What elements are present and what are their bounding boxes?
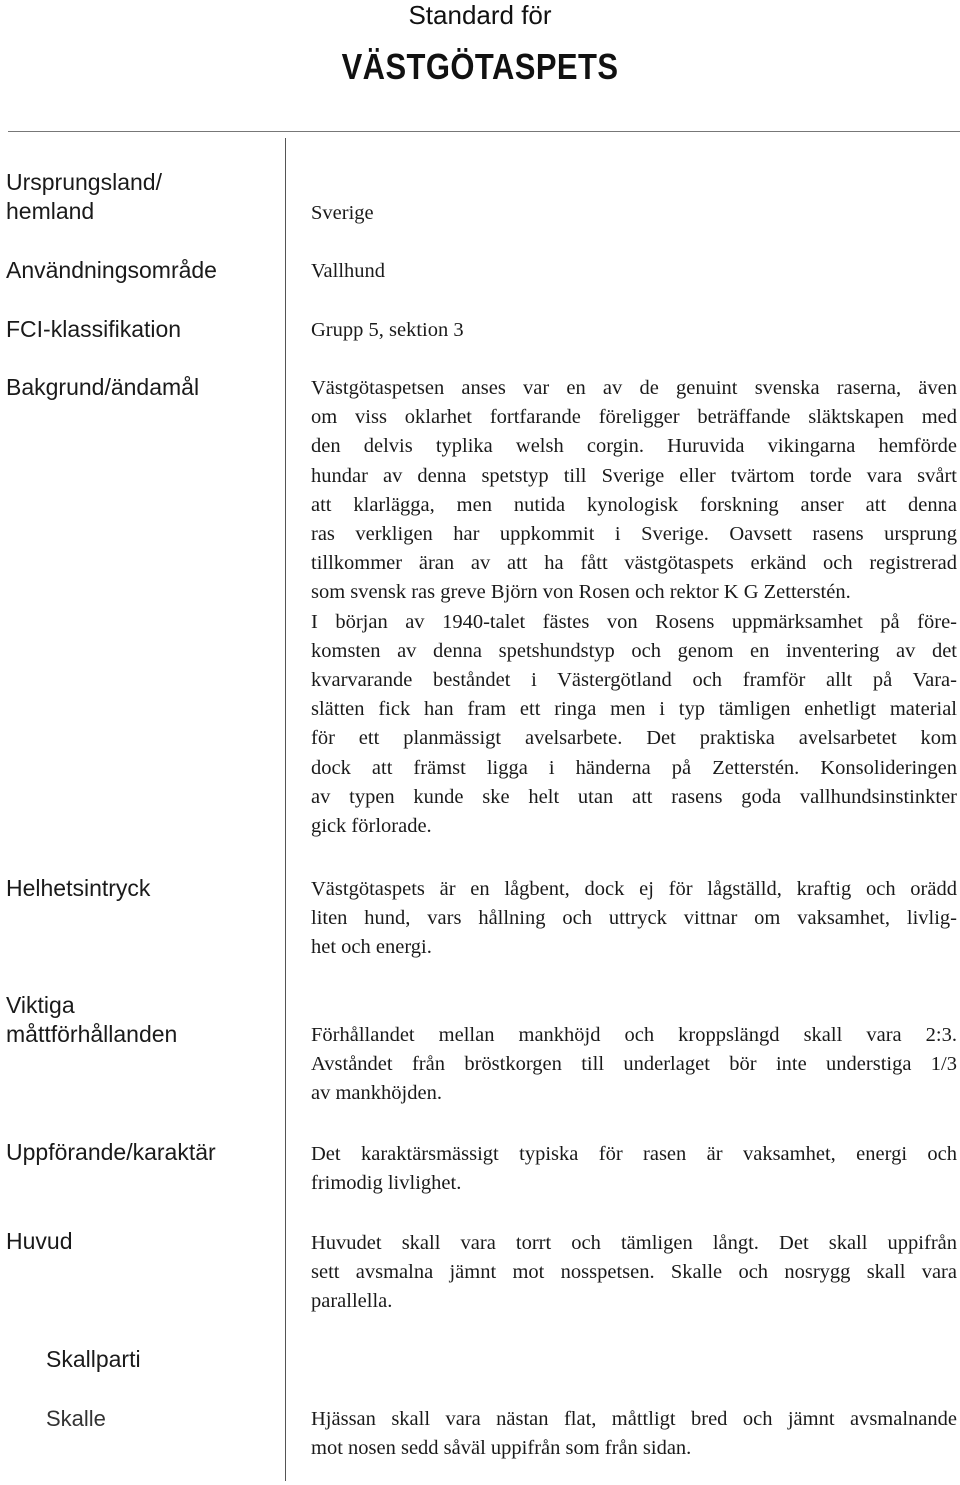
text-line: Avståndet från bröstkorgen till underlaget bör inte understiga 1/3 xyxy=(311,1053,957,1076)
label-head: Huvud xyxy=(6,1228,73,1254)
text-line: gick förlorade. xyxy=(311,815,432,838)
text-line: för ett planmässigt avelsarbete. Det praktiska avelsarbetet kom xyxy=(311,727,957,750)
text-line: liten hund, vars hållning och uttryck vittnar om vaksamhet, livlig- xyxy=(311,907,957,930)
label-cranial: Skallparti xyxy=(46,1346,141,1372)
value-temperament xyxy=(311,1140,957,1198)
page-subtitle: Standard för xyxy=(408,0,552,30)
text-line: komsten av denna spetshundstyp och genom en inventering av det xyxy=(311,639,957,662)
label-skull: Skalle xyxy=(46,1406,106,1431)
label-temperament: Uppförande/karaktär xyxy=(6,1139,216,1165)
label-origin-line2: hemland xyxy=(6,198,95,224)
text-line: om viss oklarhet fortfarande föreligger beträffande släktskapen med xyxy=(311,406,957,429)
label-background: Bakgrund/ändamål xyxy=(6,374,200,400)
label-proportions-line2: måttförhållanden xyxy=(6,1021,178,1047)
header-divider xyxy=(8,131,960,132)
text-line: I början av 1940-talet fästes von Rosens uppmärksamhet på före- xyxy=(311,610,957,633)
text-line: Förhållandet mellan mankhöjd och kroppslängd skall vara 2:3. xyxy=(311,1024,957,1046)
label-usage: Användningsområde xyxy=(6,257,217,283)
text-line: av mankhöjden. xyxy=(311,1082,442,1105)
text-line: av typen kunde ske helt utan att rasens goda vallhundsinstinkter xyxy=(311,785,957,808)
text-line: Västgötaspets är en lågbent, dock ej för lågställd, kraftig och orädd xyxy=(311,878,957,900)
value-background xyxy=(311,374,957,841)
text-line: frimodig livlighet. xyxy=(311,1172,462,1195)
label-fci: FCI-klassifikation xyxy=(6,316,182,342)
label-origin xyxy=(6,168,276,226)
text-line: Hjässan skall vara nästan flat, måttligt bred och jämnt avsmalnande xyxy=(311,1408,957,1430)
text-line: sett avsmalna jämnt mot nosspetsen. Skalle och nosrygg skall vara xyxy=(311,1261,957,1284)
value-skull xyxy=(311,1405,957,1463)
value-general xyxy=(311,875,957,963)
text-line: tillkommer äran av att ha fått västgötaspets erkänd och registrerad xyxy=(311,552,957,575)
text-line: som svensk ras greve Björn von Rosen och rektor K G Zetterstén. xyxy=(311,581,851,604)
text-line: hundar av denna spetstyp till Sverige eller tvärtom torde vara svårt xyxy=(311,464,957,487)
text-line: Det karaktärsmässigt typiska för rasen är vaksamhet, energi och xyxy=(311,1143,957,1165)
value-head xyxy=(311,1229,957,1317)
text-line: parallella. xyxy=(311,1290,393,1313)
text-line: ras verkligen har uppkommit i Sverige. Oavsett rasens ursprung xyxy=(311,523,957,546)
label-general: Helhetsintryck xyxy=(6,875,151,901)
column-divider xyxy=(285,138,286,1481)
value-proportions xyxy=(311,1021,957,1109)
text-line: att klarlägga, men nutida kynologisk forskning anser att denna xyxy=(311,493,957,516)
text-line: mot nosen sedd såväl uppifrån som från sidan. xyxy=(311,1437,692,1460)
label-proportions xyxy=(6,991,276,1049)
text-line: slätten fick han fram ett ringa men i typ tämligen enhetligt material xyxy=(311,698,957,721)
value-fci: Grupp 5, sektion 3 xyxy=(311,319,464,341)
text-line: den delvis typlika welsh corgin. Huruvida vikingarna hemförde xyxy=(311,435,957,458)
label-origin-line1: Ursprungsland/ xyxy=(6,169,162,195)
value-origin: Sverige xyxy=(311,202,374,224)
value-usage: Vallhund xyxy=(311,260,386,282)
text-line: dock att främst ligga i händerna på Zetterstén. Konsolideringen xyxy=(311,756,957,779)
text-line: het och energi. xyxy=(311,936,432,959)
text-line: Västgötaspetsen anses var en av de genuint svenska raserna, även xyxy=(311,377,957,399)
label-proportions-line1: Viktiga xyxy=(6,992,75,1018)
text-line: Huvudet skall vara torrt och tämligen långt. Det skall uppifrån xyxy=(311,1232,957,1254)
text-line: kvarvarande beståndet i Västergötland och framför allt på Vara- xyxy=(311,669,957,692)
page-title: VÄSTGÖTASPETS xyxy=(341,46,619,87)
